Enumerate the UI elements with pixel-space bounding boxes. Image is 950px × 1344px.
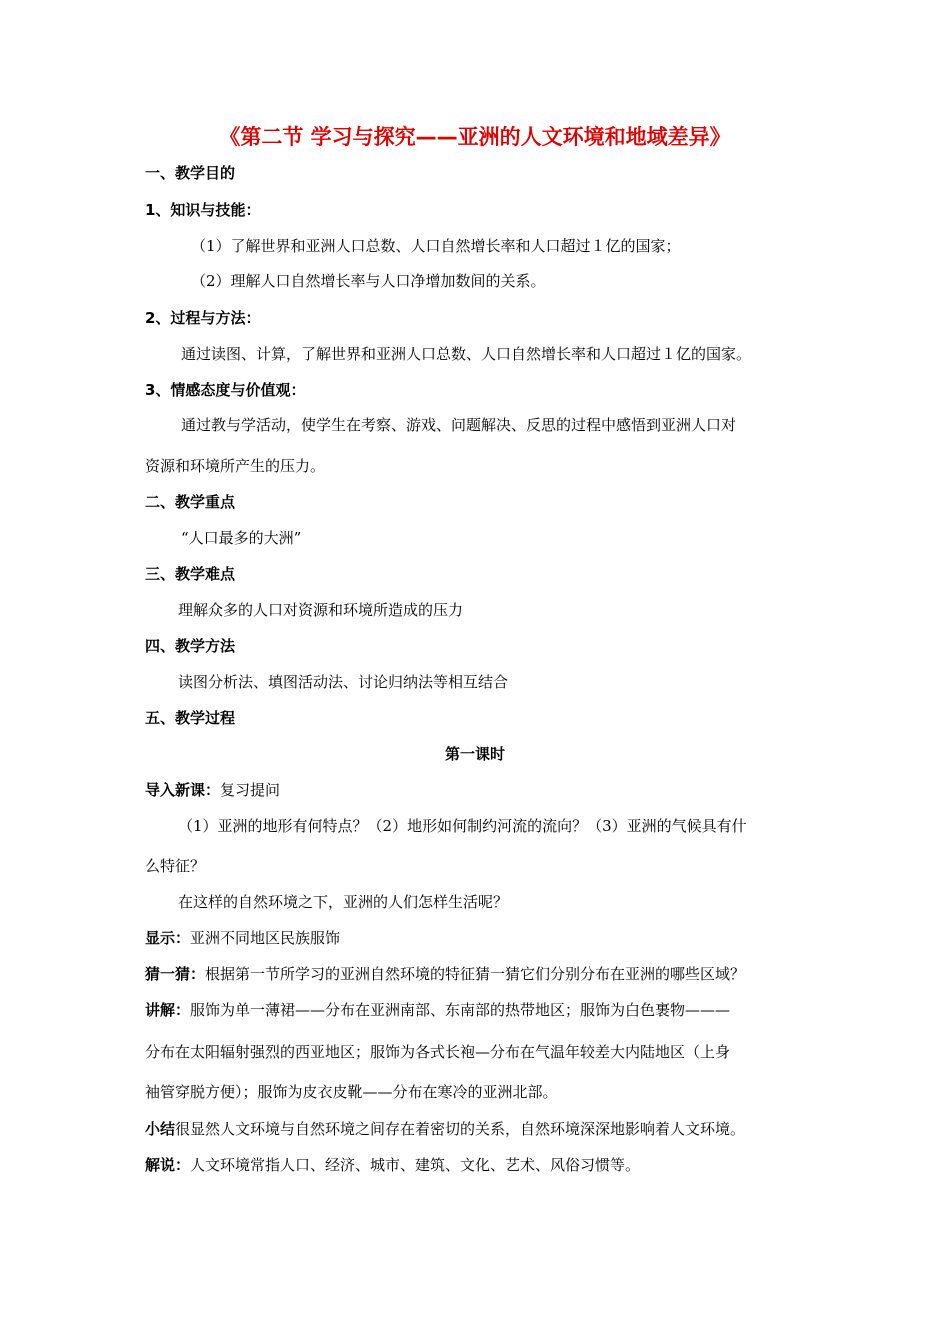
section-heading-process: 五、教学过程 (145, 709, 236, 727)
intro-question-life: 在这样的自然环境之下，亚洲的人们怎样生活呢？ (178, 893, 509, 911)
intro-text: 复习提问 (220, 781, 281, 799)
subheading-process-methods: 2、过程与方法： (145, 309, 261, 327)
document-title: 《第二节 学习与探究——亚洲的人文环境和地域差异》 (219, 125, 731, 149)
attitude-text-line-1: 通过教与学活动，使学生在考察、游戏、问题解决、反思的过程中感悟到亚洲人口对 (181, 416, 737, 434)
show-label: 显示： (145, 929, 191, 947)
summary-label: 小结 (145, 1120, 176, 1138)
explain-text-1: 服饰为单一薄裙——分布在亚洲南部、东南部的热带地区；服饰为白色裹物——— (190, 1001, 731, 1019)
intro-questions-line-2: 么特征？ (145, 857, 206, 875)
intro-paragraph (145, 780, 280, 800)
explain-paragraph-line-1 (145, 1000, 730, 1020)
process-text: 通过读图、计算，了解世界和亚洲人口总数、人口自然增长率和人口超过１亿的国家。 (181, 345, 752, 363)
explain-label: 讲解： (145, 1001, 191, 1019)
note-label: 解说： (145, 1156, 191, 1174)
note-text: 人文环境常指人口、经济、城市、建筑、文化、艺术、风俗习惯等。 (190, 1156, 641, 1174)
section-heading-methods: 四、教学方法 (145, 637, 236, 655)
guess-paragraph (145, 964, 745, 984)
summary-paragraph (145, 1119, 745, 1139)
guess-text: 根据第一节所学习的亚洲自然环境的特征猜一猜它们分别分布在亚洲的哪些区域？ (205, 965, 746, 983)
lesson-heading: 第一课时 (444, 745, 505, 763)
intro-label: 导入新课： (145, 781, 221, 799)
subheading-knowledge-skills: 1、知识与技能： (145, 201, 261, 219)
guess-label: 猜一猜： (145, 965, 206, 983)
knowledge-item-1: （1）了解世界和亚洲人口总数、人口自然增长率和人口超过１亿的国家； (191, 237, 681, 255)
methods-text: 读图分析法、填图活动法、讨论归纳法等相互结合 (178, 673, 509, 691)
explain-paragraph-line-2: 分布在太阳辐射强烈的西亚地区；服饰为各式长袍—分布在气温年较差大内陆地区（上身 (145, 1043, 731, 1061)
section-heading-difficulties: 三、教学难点 (145, 565, 236, 583)
show-paragraph (145, 928, 340, 948)
key-points-text: “人口最多的大洲” (181, 529, 302, 547)
difficulties-text: 理解众多的人口对资源和环境所造成的压力 (178, 601, 464, 619)
subheading-attitude-values: 3、情感态度与价值观： (145, 381, 306, 399)
explain-paragraph-line-3: 袖管穿脱方便）；服饰为皮衣皮靴——分布在寒冷的亚洲北部。 (145, 1083, 558, 1101)
section-heading-key-points: 二、教学重点 (145, 493, 236, 511)
note-paragraph (145, 1155, 640, 1175)
summary-text: 很显然人文环境与自然环境之间存在着密切的关系，自然环境深深地影响着人文环境。 (175, 1120, 746, 1138)
intro-questions-line-1: （1）亚洲的地形有何特点？（2）地形如何制约河流的流向？（3）亚洲的气候具有什 (178, 817, 747, 835)
show-text: 亚洲不同地区民族服饰 (190, 929, 341, 947)
attitude-text-line-2: 资源和环境所产生的压力。 (145, 457, 326, 475)
section-heading-objectives: 一、教学目的 (145, 164, 236, 182)
knowledge-item-2: （2）理解人口自然增长率与人口净增加数间的关系。 (191, 272, 546, 290)
